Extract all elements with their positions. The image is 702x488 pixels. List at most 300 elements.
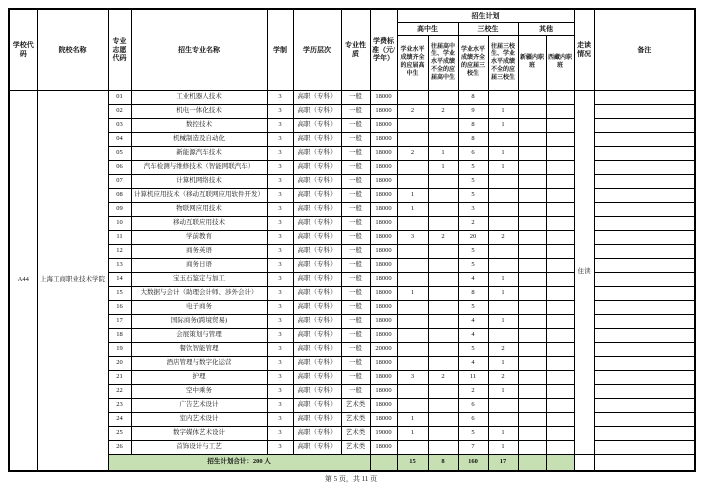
plan-hs-current-cell: 1 bbox=[397, 427, 428, 441]
header-sx-current: 学业水平成绩齐全的应届三校生 bbox=[458, 36, 488, 91]
major-name-cell: 护理 bbox=[131, 371, 267, 385]
level-cell: 高职（专科） bbox=[293, 203, 341, 217]
plan-sx-past-cell: 2 bbox=[488, 231, 518, 245]
years-cell: 3 bbox=[267, 203, 293, 217]
plan-hs-past-cell bbox=[428, 217, 458, 231]
level-cell: 高职（专科） bbox=[293, 189, 341, 203]
years-cell: 3 bbox=[267, 357, 293, 371]
plan-xizang-cell bbox=[546, 315, 574, 329]
plan-hs-past-cell bbox=[428, 413, 458, 427]
major-code-cell: 17 bbox=[108, 315, 131, 329]
years-cell: 3 bbox=[267, 343, 293, 357]
major-code-cell: 19 bbox=[108, 343, 131, 357]
remark-cell bbox=[594, 371, 695, 385]
level-cell: 高职（专科） bbox=[293, 287, 341, 301]
plan-xinjiang-cell bbox=[518, 161, 546, 175]
plan-hs-current-cell: 2 bbox=[397, 147, 428, 161]
plan-hs-current-cell bbox=[397, 119, 428, 133]
level-cell: 高职（专科） bbox=[293, 175, 341, 189]
nature-cell: 一般 bbox=[341, 147, 370, 161]
level-cell: 高职（专科） bbox=[293, 441, 341, 455]
plan-sx-current-cell: 6 bbox=[458, 413, 488, 427]
total-row bbox=[9, 455, 695, 472]
plan-sx-past-cell bbox=[488, 189, 518, 203]
plan-sx-past-cell: 1 bbox=[488, 119, 518, 133]
plan-sx-past-cell: 1 bbox=[488, 441, 518, 455]
tuition-cell: 19000 bbox=[370, 427, 397, 441]
major-name-cell: 物联网应用技术 bbox=[131, 203, 267, 217]
nature-cell: 一般 bbox=[341, 203, 370, 217]
total-sx-current-cell: 160 bbox=[458, 455, 488, 472]
header-level: 学历层次 bbox=[293, 9, 341, 91]
plan-xinjiang-cell bbox=[518, 133, 546, 147]
plan-sx-current-cell: 2 bbox=[458, 385, 488, 399]
plan-sx-past-cell: 1 bbox=[488, 385, 518, 399]
plan-hs-past-cell bbox=[428, 301, 458, 315]
major-code-cell: 01 bbox=[108, 91, 131, 105]
plan-hs-current-cell: 1 bbox=[397, 189, 428, 203]
nature-cell: 艺术类 bbox=[341, 399, 370, 413]
header-tuition: 学费标准（元/学年） bbox=[370, 9, 397, 91]
plan-sx-past-cell: 2 bbox=[488, 371, 518, 385]
nature-cell: 艺术类 bbox=[341, 427, 370, 441]
remark-cell bbox=[594, 315, 695, 329]
header-other-group: 其他 bbox=[518, 23, 574, 36]
tuition-cell: 18000 bbox=[370, 413, 397, 427]
level-cell: 高职（专科） bbox=[293, 371, 341, 385]
remark-cell bbox=[594, 399, 695, 413]
header-xinjiang: 新疆内职班 bbox=[518, 36, 546, 91]
years-cell: 3 bbox=[267, 287, 293, 301]
nature-cell: 一般 bbox=[341, 161, 370, 175]
nature-cell: 一般 bbox=[341, 385, 370, 399]
tuition-cell: 18000 bbox=[370, 189, 397, 203]
major-name-cell: 电子商务 bbox=[131, 301, 267, 315]
major-code-cell: 13 bbox=[108, 259, 131, 273]
header-sx-past: 往届三校生、学业水平成绩不全的应届三校生 bbox=[488, 36, 518, 91]
major-name-cell: 大数据与会计（助理会计师、涉外会计） bbox=[131, 287, 267, 301]
remark-cell bbox=[594, 147, 695, 161]
nature-cell: 一般 bbox=[341, 371, 370, 385]
major-name-cell: 广告艺术设计 bbox=[131, 399, 267, 413]
plan-sx-past-cell bbox=[488, 329, 518, 343]
remark-cell bbox=[594, 105, 695, 119]
level-cell: 高职（专科） bbox=[293, 329, 341, 343]
remark-cell bbox=[594, 441, 695, 455]
years-cell: 3 bbox=[267, 189, 293, 203]
nature-cell: 一般 bbox=[341, 175, 370, 189]
major-code-cell: 07 bbox=[108, 175, 131, 189]
major-row bbox=[9, 91, 695, 105]
plan-sx-past-cell: 1 bbox=[488, 427, 518, 441]
major-name-cell: 计算机网络技术 bbox=[131, 175, 267, 189]
plan-sx-current-cell: 6 bbox=[458, 399, 488, 413]
level-cell: 高职（专科） bbox=[293, 315, 341, 329]
plan-xizang-cell bbox=[546, 189, 574, 203]
years-cell: 3 bbox=[267, 119, 293, 133]
plan-sx-current-cell: 4 bbox=[458, 357, 488, 371]
plan-xinjiang-cell bbox=[518, 357, 546, 371]
nature-cell: 一般 bbox=[341, 357, 370, 371]
plan-xizang-cell bbox=[546, 161, 574, 175]
plan-hs-current-cell bbox=[397, 245, 428, 259]
plan-xizang-cell bbox=[546, 357, 574, 371]
plan-xizang-cell bbox=[546, 441, 574, 455]
nature-cell: 一般 bbox=[341, 273, 370, 287]
tuition-cell: 18000 bbox=[370, 147, 397, 161]
plan-sx-current-cell: 5 bbox=[458, 343, 488, 357]
tuition-cell: 18000 bbox=[370, 217, 397, 231]
years-cell: 3 bbox=[267, 315, 293, 329]
total-sx-past-cell: 17 bbox=[488, 455, 518, 472]
years-cell: 3 bbox=[267, 245, 293, 259]
plan-hs-current-cell bbox=[397, 91, 428, 105]
level-cell: 高职（专科） bbox=[293, 357, 341, 371]
plan-hs-past-cell bbox=[428, 175, 458, 189]
plan-hs-past-cell bbox=[428, 427, 458, 441]
plan-sx-current-cell: 2 bbox=[458, 217, 488, 231]
plan-xizang-cell bbox=[546, 385, 574, 399]
remark-cell bbox=[594, 413, 695, 427]
page-footer: 第 5 页，共 11 页 bbox=[324, 475, 378, 483]
plan-hs-current-cell bbox=[397, 399, 428, 413]
plan-xizang-cell bbox=[546, 329, 574, 343]
years-cell: 3 bbox=[267, 441, 293, 455]
remark-cell bbox=[594, 259, 695, 273]
major-name-cell: 机电一体化技术 bbox=[131, 105, 267, 119]
plan-hs-current-cell bbox=[397, 161, 428, 175]
header-xizang: 西藏内职班 bbox=[546, 36, 574, 91]
plan-sx-past-cell bbox=[488, 91, 518, 105]
major-code-cell: 15 bbox=[108, 287, 131, 301]
plan-xinjiang-cell bbox=[518, 245, 546, 259]
plan-hs-current-cell: 1 bbox=[397, 203, 428, 217]
plan-sx-current-cell: 5 bbox=[458, 245, 488, 259]
plan-hs-past-cell bbox=[428, 399, 458, 413]
plan-sx-past-cell bbox=[488, 175, 518, 189]
tuition-cell: 18000 bbox=[370, 133, 397, 147]
nature-cell: 一般 bbox=[341, 217, 370, 231]
plan-sx-current-cell: 4 bbox=[458, 329, 488, 343]
plan-xizang-cell bbox=[546, 175, 574, 189]
plan-sx-past-cell bbox=[488, 413, 518, 427]
plan-hs-past-cell bbox=[428, 273, 458, 287]
years-cell: 3 bbox=[267, 147, 293, 161]
plan-sx-current-cell: 8 bbox=[458, 287, 488, 301]
total-xizang-cell bbox=[546, 455, 574, 472]
remark-cell bbox=[594, 203, 695, 217]
tuition-cell: 18000 bbox=[370, 119, 397, 133]
total-tuition-cell bbox=[370, 455, 397, 472]
enrollment-plan-table bbox=[8, 8, 696, 472]
plan-hs-current-cell bbox=[397, 133, 428, 147]
tuition-cell: 18000 bbox=[370, 105, 397, 119]
remark-cell bbox=[594, 329, 695, 343]
plan-hs-current-cell bbox=[397, 315, 428, 329]
major-code-cell: 12 bbox=[108, 245, 131, 259]
header-plan-group: 招生计划 bbox=[397, 9, 574, 23]
nature-cell: 一般 bbox=[341, 119, 370, 133]
plan-sx-current-cell: 5 bbox=[458, 189, 488, 203]
header-sx-group: 三校生 bbox=[458, 23, 518, 36]
plan-xinjiang-cell bbox=[518, 315, 546, 329]
tuition-cell: 18000 bbox=[370, 175, 397, 189]
major-code-cell: 09 bbox=[108, 203, 131, 217]
plan-sx-current-cell: 4 bbox=[458, 273, 488, 287]
plan-hs-current-cell bbox=[397, 385, 428, 399]
plan-xinjiang-cell bbox=[518, 441, 546, 455]
plan-xizang-cell bbox=[546, 105, 574, 119]
table-body bbox=[9, 91, 695, 472]
plan-xizang-cell bbox=[546, 147, 574, 161]
plan-xinjiang-cell bbox=[518, 147, 546, 161]
tuition-cell: 18000 bbox=[370, 301, 397, 315]
years-cell: 3 bbox=[267, 91, 293, 105]
plan-xizang-cell bbox=[546, 231, 574, 245]
remark-cell bbox=[594, 273, 695, 287]
years-cell: 3 bbox=[267, 427, 293, 441]
level-cell: 高职（专科） bbox=[293, 273, 341, 287]
major-code-cell: 14 bbox=[108, 273, 131, 287]
plan-hs-past-cell bbox=[428, 287, 458, 301]
plan-sx-current-cell: 4 bbox=[458, 315, 488, 329]
years-cell: 3 bbox=[267, 413, 293, 427]
plan-xizang-cell bbox=[546, 301, 574, 315]
level-cell: 高职（专科） bbox=[293, 105, 341, 119]
plan-hs-past-cell: 2 bbox=[428, 105, 458, 119]
plan-xinjiang-cell bbox=[518, 259, 546, 273]
plan-xizang-cell bbox=[546, 119, 574, 133]
tuition-cell: 18000 bbox=[370, 245, 397, 259]
plan-xizang-cell bbox=[546, 287, 574, 301]
total-remark-cell bbox=[594, 455, 695, 472]
plan-hs-past-cell bbox=[428, 441, 458, 455]
plan-sx-current-cell: 3 bbox=[458, 203, 488, 217]
years-cell: 3 bbox=[267, 161, 293, 175]
nature-cell: 一般 bbox=[341, 231, 370, 245]
level-cell: 高职（专科） bbox=[293, 119, 341, 133]
remark-cell bbox=[594, 133, 695, 147]
plan-hs-current-cell bbox=[397, 357, 428, 371]
tuition-cell: 18000 bbox=[370, 259, 397, 273]
level-cell: 高职（专科） bbox=[293, 161, 341, 175]
major-code-cell: 20 bbox=[108, 357, 131, 371]
major-name-cell: 国际商务(跨境贸易) bbox=[131, 315, 267, 329]
level-cell: 高职（专科） bbox=[293, 259, 341, 273]
major-code-cell: 21 bbox=[108, 371, 131, 385]
plan-xinjiang-cell bbox=[518, 287, 546, 301]
major-name-cell: 室内艺术设计 bbox=[131, 413, 267, 427]
nature-cell: 一般 bbox=[341, 315, 370, 329]
major-code-cell: 03 bbox=[108, 119, 131, 133]
boarding-status-cell: 住读 bbox=[574, 91, 594, 455]
years-cell: 3 bbox=[267, 231, 293, 245]
plan-xinjiang-cell bbox=[518, 189, 546, 203]
nature-cell: 一般 bbox=[341, 287, 370, 301]
nature-cell: 一般 bbox=[341, 301, 370, 315]
years-cell: 3 bbox=[267, 301, 293, 315]
plan-hs-past-cell bbox=[428, 259, 458, 273]
total-xinjiang-cell bbox=[518, 455, 546, 472]
major-code-cell: 10 bbox=[108, 217, 131, 231]
tuition-cell: 18000 bbox=[370, 371, 397, 385]
plan-xizang-cell bbox=[546, 133, 574, 147]
tuition-cell: 18000 bbox=[370, 231, 397, 245]
major-code-cell: 05 bbox=[108, 147, 131, 161]
tuition-cell: 18000 bbox=[370, 203, 397, 217]
major-code-cell: 26 bbox=[108, 441, 131, 455]
header-years: 学制 bbox=[267, 9, 293, 91]
years-cell: 3 bbox=[267, 385, 293, 399]
header-hs-current: 学业水平成绩齐全的应届高中生 bbox=[397, 36, 428, 91]
tuition-cell: 18000 bbox=[370, 399, 397, 413]
remark-cell bbox=[594, 119, 695, 133]
total-boarding-cell bbox=[574, 455, 594, 472]
plan-xizang-cell bbox=[546, 259, 574, 273]
years-cell: 3 bbox=[267, 399, 293, 413]
years-cell: 3 bbox=[267, 217, 293, 231]
plan-hs-past-cell bbox=[428, 357, 458, 371]
plan-sx-past-cell: 1 bbox=[488, 287, 518, 301]
level-cell: 高职（专科） bbox=[293, 385, 341, 399]
remark-cell bbox=[594, 357, 695, 371]
plan-sx-past-cell: 2 bbox=[488, 343, 518, 357]
plan-hs-past-cell bbox=[428, 343, 458, 357]
header-boarding: 走读情况 bbox=[574, 9, 594, 91]
major-name-cell: 酒店管理与数字化运营 bbox=[131, 357, 267, 371]
tuition-cell: 18000 bbox=[370, 287, 397, 301]
plan-xinjiang-cell bbox=[518, 385, 546, 399]
plan-sx-current-cell: 5 bbox=[458, 259, 488, 273]
school-name-cell: 上海工商职业技术学院 bbox=[37, 91, 108, 472]
tuition-cell: 18000 bbox=[370, 385, 397, 399]
plan-hs-past-cell bbox=[428, 133, 458, 147]
tuition-cell: 18000 bbox=[370, 357, 397, 371]
header-remark: 备注 bbox=[594, 9, 695, 91]
plan-hs-past-cell bbox=[428, 189, 458, 203]
plan-xinjiang-cell bbox=[518, 231, 546, 245]
major-name-cell: 工业机器人技术 bbox=[131, 91, 267, 105]
major-name-cell: 数字媒体艺术设计 bbox=[131, 427, 267, 441]
major-code-cell: 18 bbox=[108, 329, 131, 343]
plan-hs-current-cell: 1 bbox=[397, 413, 428, 427]
remark-cell bbox=[594, 245, 695, 259]
years-cell: 3 bbox=[267, 133, 293, 147]
level-cell: 高职（专科） bbox=[293, 399, 341, 413]
plan-sx-current-cell: 5 bbox=[458, 301, 488, 315]
header-nature: 专业性质 bbox=[341, 9, 370, 91]
level-cell: 高职（专科） bbox=[293, 427, 341, 441]
major-code-cell: 25 bbox=[108, 427, 131, 441]
nature-cell: 一般 bbox=[341, 245, 370, 259]
plan-xizang-cell bbox=[546, 217, 574, 231]
years-cell: 3 bbox=[267, 371, 293, 385]
plan-hs-current-cell bbox=[397, 343, 428, 357]
plan-sx-past-cell: 1 bbox=[488, 161, 518, 175]
plan-xizang-cell bbox=[546, 91, 574, 105]
tuition-cell: 18000 bbox=[370, 329, 397, 343]
plan-hs-current-cell: 1 bbox=[397, 287, 428, 301]
level-cell: 高职（专科） bbox=[293, 217, 341, 231]
major-name-cell: 汽车检测与维修技术（智能网联汽车） bbox=[131, 161, 267, 175]
remark-cell bbox=[594, 175, 695, 189]
plan-sx-current-cell: 6 bbox=[458, 147, 488, 161]
nature-cell: 一般 bbox=[341, 259, 370, 273]
plan-hs-past-cell: 1 bbox=[428, 147, 458, 161]
remark-cell bbox=[594, 231, 695, 245]
major-name-cell: 首饰设计与工艺 bbox=[131, 441, 267, 455]
remark-cell bbox=[594, 427, 695, 441]
nature-cell: 一般 bbox=[341, 91, 370, 105]
nature-cell: 一般 bbox=[341, 329, 370, 343]
plan-hs-current-cell bbox=[397, 441, 428, 455]
remark-cell bbox=[594, 287, 695, 301]
plan-sx-past-cell: 1 bbox=[488, 357, 518, 371]
plan-sx-past-cell: 1 bbox=[488, 105, 518, 119]
plan-sx-current-cell: 5 bbox=[458, 175, 488, 189]
plan-xizang-cell bbox=[546, 273, 574, 287]
plan-hs-past-cell bbox=[428, 315, 458, 329]
remark-cell bbox=[594, 161, 695, 175]
major-name-cell: 商务日语 bbox=[131, 259, 267, 273]
major-code-cell: 23 bbox=[108, 399, 131, 413]
header-hs-group: 高中生 bbox=[397, 23, 458, 36]
plan-xinjiang-cell bbox=[518, 343, 546, 357]
plan-sx-past-cell bbox=[488, 245, 518, 259]
major-code-cell: 11 bbox=[108, 231, 131, 245]
header-major-name: 招生专业名称 bbox=[131, 9, 267, 91]
plan-hs-current-cell bbox=[397, 273, 428, 287]
plan-xinjiang-cell bbox=[518, 301, 546, 315]
plan-sx-current-cell: 8 bbox=[458, 119, 488, 133]
plan-xinjiang-cell bbox=[518, 427, 546, 441]
plan-sx-current-cell: 8 bbox=[458, 91, 488, 105]
plan-xinjiang-cell bbox=[518, 273, 546, 287]
nature-cell: 一般 bbox=[341, 343, 370, 357]
major-name-cell: 计算机应用技术（移动互联网应用软件开发） bbox=[131, 189, 267, 203]
major-name-cell: 移动互联应用技术 bbox=[131, 217, 267, 231]
plan-xizang-cell bbox=[546, 245, 574, 259]
plan-xinjiang-cell bbox=[518, 371, 546, 385]
plan-sx-current-cell: 9 bbox=[458, 105, 488, 119]
level-cell: 高职（专科） bbox=[293, 301, 341, 315]
plan-xinjiang-cell bbox=[518, 413, 546, 427]
years-cell: 3 bbox=[267, 105, 293, 119]
plan-hs-past-cell bbox=[428, 91, 458, 105]
plan-sx-past-cell: 1 bbox=[488, 147, 518, 161]
plan-hs-current-cell: 2 bbox=[397, 105, 428, 119]
plan-sx-past-cell bbox=[488, 203, 518, 217]
plan-hs-past-cell: 2 bbox=[428, 231, 458, 245]
nature-cell: 艺术类 bbox=[341, 413, 370, 427]
plan-hs-current-cell bbox=[397, 329, 428, 343]
major-name-cell: 商务英语 bbox=[131, 245, 267, 259]
level-cell: 高职（专科） bbox=[293, 231, 341, 245]
nature-cell: 一般 bbox=[341, 105, 370, 119]
remark-cell bbox=[594, 343, 695, 357]
total-label-cell: 招生计划合计：200 人 bbox=[108, 455, 370, 472]
level-cell: 高职（专科） bbox=[293, 413, 341, 427]
major-name-cell: 会展策划与管理 bbox=[131, 329, 267, 343]
plan-sx-past-cell bbox=[488, 301, 518, 315]
tuition-cell: 18000 bbox=[370, 161, 397, 175]
header-school-name: 院校名称 bbox=[37, 9, 108, 91]
major-code-cell: 06 bbox=[108, 161, 131, 175]
years-cell: 3 bbox=[267, 273, 293, 287]
major-name-cell: 学前教育 bbox=[131, 231, 267, 245]
nature-cell: 一般 bbox=[341, 133, 370, 147]
plan-sx-past-cell bbox=[488, 133, 518, 147]
